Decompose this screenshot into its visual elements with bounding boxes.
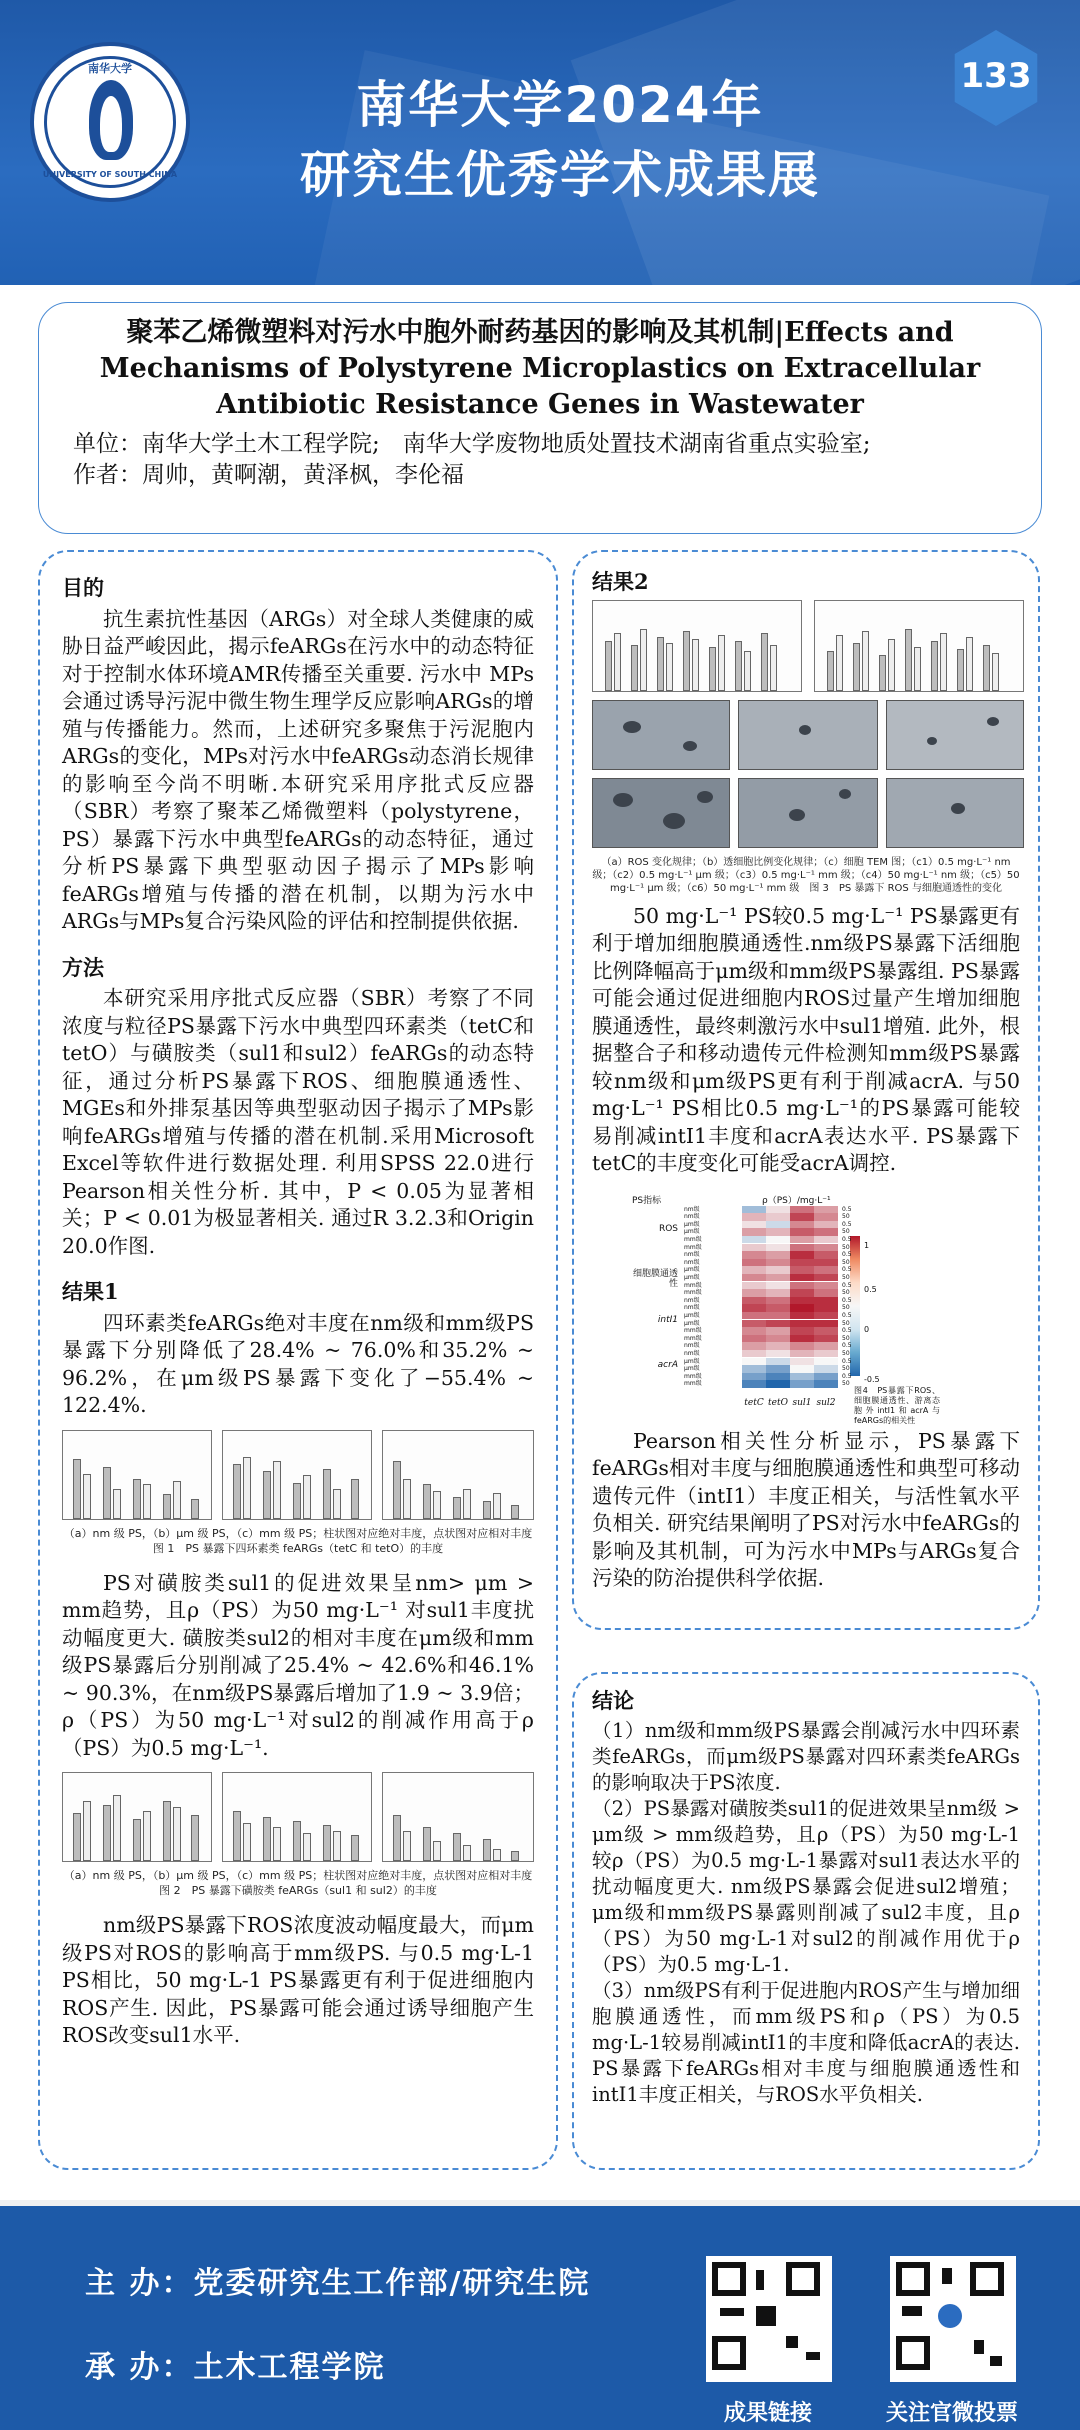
heatmap-cell — [742, 1312, 766, 1320]
heatmap-canvas — [632, 1186, 992, 1425]
heatmap-row-label: mm级 — [684, 1372, 702, 1380]
tem-image-c6 — [886, 778, 1024, 848]
heatmap-cell — [742, 1221, 766, 1229]
result2-text-1: 50 mg·L⁻¹ PS较0.5 mg·L⁻¹ PS暴露更有利于增加细胞膜通透性.nm级PS暴露下活细胞比例降幅高于μm级和mm级PS暴露组. PS暴露可能会通过促进细胞内ROS过量产生增加细胞膜通透性，最终刺激污水中sul1增殖. 此外，根据整合子和移动遗传元件检测知mm级PS暴露较nm级和μm级PS更有利于削减acrA. 与50 mg·L⁻¹ PS相比0.5 mg·L⁻¹的PS暴露可能较易削减intI1丰度和acrA表达水平. PS暴露下tetC的丰度变化可能受acrA调控. — [592, 903, 1020, 1175]
heatmap-cell — [814, 1251, 838, 1259]
heatmap-cell — [766, 1266, 790, 1274]
logo-text-cn: 南华大学 — [88, 62, 132, 75]
heatmap-cell — [766, 1251, 790, 1259]
heatmap-cell — [790, 1365, 814, 1373]
figure-1c-chart — [382, 1430, 534, 1520]
heatmap-col-label: tetO — [768, 1397, 788, 1408]
left-column-card — [38, 550, 558, 2170]
heatmap-cell — [766, 1221, 790, 1229]
figure-2a-chart — [62, 1772, 212, 1862]
heatmap-col-label: tetC — [744, 1397, 764, 1408]
heatmap-cell — [742, 1304, 766, 1312]
heatmap-cell — [814, 1380, 838, 1388]
heatmap-row-group-label: ROS — [658, 1223, 678, 1234]
heatmap-cell — [790, 1312, 814, 1320]
figure-3b-permeability-chart — [814, 600, 1024, 692]
heatmap-cell — [766, 1297, 790, 1305]
heatmap-conc-label: 50 — [842, 1380, 850, 1388]
heatmap-cell — [790, 1358, 814, 1366]
heatmap-row-label: mm级 — [684, 1327, 702, 1335]
heatmap-row-label: nm级 — [684, 1213, 700, 1221]
heatmap-conc-label: 50 — [842, 1304, 850, 1312]
figure-2 — [62, 1772, 534, 1864]
heatmap-cell — [814, 1358, 838, 1366]
heatmap-cell — [814, 1312, 838, 1320]
organizer-line: 承 办：土木工程学院 — [85, 2350, 386, 2385]
heatmap-conc-label: 0.5 — [842, 1220, 852, 1228]
heatmap-cell — [814, 1304, 838, 1312]
heatmap-cell — [814, 1350, 838, 1358]
heatmap-cell — [742, 1358, 766, 1366]
exhibition-title — [260, 70, 860, 210]
heatmap-row-label: μm级 — [684, 1220, 700, 1228]
heatmap-conc-label: 50 — [842, 1365, 850, 1373]
heatmap-cell — [766, 1259, 790, 1267]
tem-image-c5 — [738, 778, 878, 848]
heatmap-cell — [742, 1365, 766, 1373]
scale-max: 1 — [864, 1240, 870, 1250]
figure-2-caption: （a）nm 级 PS，（b）μm 级 PS，（c）mm 级 PS；柱状图对应绝对丰度，点状图对应相对丰度 图 2 PS 暴露下磺胺类 feARGs（sul1 和 sul2）的丰度 — [63, 1869, 544, 1897]
heatmap-cell — [790, 1206, 814, 1214]
heatmap-row-label: μm级 — [684, 1311, 700, 1319]
heatmap-cell — [742, 1213, 766, 1221]
heatmap-conc-label: 50 — [842, 1243, 850, 1251]
heatmap-cell — [766, 1289, 790, 1297]
heatmap-cell — [814, 1206, 838, 1214]
conclusion-item-2: （2）PS暴露对磺胺类sul1的促进效果呈nm级 > μm级 > mm级趋势，且ρ（PS）为50 mg·L-1较ρ（PS）为0.5 mg·L-1暴露对sul1表达水平的扰动幅度更大. nm级PS暴露会促进sul2增殖；μm级和mm级PS暴露则削减了sul2丰度，且ρ（PS）为50 mg·L-1对sul2的削减作用优于ρ（PS）为0.5 mg·L-1. — [592, 1797, 1020, 1976]
figure-3-caption: （a）ROS 变化规律；（b）透细胞比例变化规律；（c）细胞 TEM 图；（c1）0.5 mg·L⁻¹ nm 级；（c2）0.5 mg·L⁻¹ μm 级；（c3）0.5 mg·L⁻¹ mm 级；（c4）50 mg·L⁻¹ nm 级；（c5）50 mg·L⁻¹ μm 级；（c6）50 mg·L⁻¹ mm 级 图 3 PS 暴露下 ROS 与细胞通透性的变化 — [592, 856, 1020, 894]
heatmap-cell — [814, 1274, 838, 1282]
heatmap-cell — [814, 1266, 838, 1274]
qr-code-results-link[interactable] — [706, 2256, 832, 2382]
heatmap-cell — [814, 1320, 838, 1328]
paper-title: 聚苯乙烯微塑料对污水中胞外耐药基因的影响及其机制|Effects and Mechanisms of Polystyrene Microplastics on Extracellular Antibiotic Resistance Genes in Wastewater — [99, 317, 981, 420]
heatmap-cell — [766, 1358, 790, 1366]
heatmap-cell — [814, 1228, 838, 1236]
heatmap-cell — [814, 1342, 838, 1350]
heatmap-row-label: mm级 — [684, 1243, 702, 1251]
heatmap-cell — [814, 1236, 838, 1244]
result1-text-3: nm级PS暴露下ROS浓度波动幅度最大，而μm级PS对ROS的影响高于mm级PS. 与0.5 mg·L-1 PS相比，50 mg·L-1 PS暴露更有利于促进细胞内ROS产生. 因此，PS暴露可能会通过诱导细胞产生ROS改变sul1水平. — [62, 1913, 534, 2047]
university-logo — [30, 42, 190, 202]
heatmap-cell — [814, 1365, 838, 1373]
heatmap-row-label: nm级 — [684, 1251, 700, 1259]
heatmap-row-label: mm级 — [684, 1289, 702, 1297]
heatmap-cell — [790, 1266, 814, 1274]
scale-zero: 0 — [864, 1324, 870, 1334]
heatmap-row-group-label: 细胞膜通透性 — [632, 1269, 678, 1290]
heatmap-conc-label: 0.5 — [842, 1342, 852, 1350]
result1-text: 四环素类feARGs绝对丰度在nm级和mm级PS暴露下分别降低了28.4% ~ 76.0%和35.2% ~ 96.2%，在μm级PS暴露下变化了−55.4% ~ 122.4%. — [62, 1310, 534, 1417]
tem-image-c4 — [592, 778, 730, 848]
heatmap-cell — [742, 1236, 766, 1244]
logo-text-en: UNIVERSITY OF SOUTH CHINA — [42, 170, 178, 179]
heatmap-cell — [790, 1350, 814, 1358]
tem-image-c3 — [886, 700, 1024, 770]
result1-text-2: PS对磺胺类sul1的促进效果呈nm> μm > mm趋势，且ρ（PS）为50 mg·L⁻¹ 对sul1丰度扰动幅度更大. 磺胺类sul2的相对丰度在μm级和mm级PS暴露后分别削减了25.4% ~ 42.6%和46.1% ~ 90.3%，在nm级PS暴露后增加了1.9 ~ 3.9倍；ρ（PS）为50 mg·L⁻¹对sul2的削减作用高于ρ（PS）为0.5 mg·L⁻¹. — [62, 1570, 534, 1760]
heatmap-cell — [790, 1380, 814, 1388]
heatmap-row-group-label: intI1 — [657, 1314, 678, 1325]
heatmap-cell — [766, 1335, 790, 1343]
purpose-heading: 目的 — [62, 575, 104, 600]
figure-1a-chart — [62, 1430, 212, 1520]
heatmap-conc-label: 50 — [842, 1334, 850, 1342]
heatmap-cell — [742, 1244, 766, 1252]
heatmap-cell — [814, 1335, 838, 1343]
heatmap-cell — [790, 1335, 814, 1343]
heatmap-cell — [790, 1304, 814, 1312]
result2-heading: 结果2 — [592, 569, 649, 594]
heatmap-cell — [742, 1373, 766, 1381]
purpose-text: 抗生素抗性基因（ARGs）对全球人类健康的威胁日益严峻因此，揭示feARGs在污水中的动态特征对于控制水体环境AMR传播至关重要. 污水中 MPs会通过诱导污泥中微生物生理学反应影响ARGs的增殖与传播能力。然而，上述研究多聚焦于污泥胞内ARGs的变化，MPs对污水中feARGs动态消长规律的影响至今尚不明晰.本研究采用序批式反应器（SBR）考察了聚苯乙烯微塑料（polystyrene，PS）暴露下污水中典型feARGs的动态特征，通过分析PS暴露下典型驱动因子揭示了MPs影响feARGs增殖与传播的潜在机制，以期为污水中ARGs与MPs复合污染风险的评估和控制提供依据. — [62, 606, 534, 933]
heatmap-cell — [766, 1236, 790, 1244]
heatmap-cell — [790, 1297, 814, 1305]
heatmap-cell — [766, 1244, 790, 1252]
heatmap-cell — [742, 1206, 766, 1214]
method-text: 本研究采用序批式反应器（SBR）考察了不同浓度与粒径PS暴露下污水中典型四环素类（tetC和tetO）与磺胺类（sul1和sul2）feARGs的动态特征，通过分析PS暴露下ROS、细胞膜通透性、MGEs和外排泵基因等典型驱动因子揭示了MPs影响feARGs增殖与传播的潜在机制.采用Microsoft Excel等软件进行数据处理. 利用SPSS 22.0进行Pearson相关性分析. 其中，P < 0.05为显著相关；P < 0.01为极显著相关. 通过R 3.2.3和Origin 20.0作图. — [62, 986, 534, 1258]
heatmap-conc-label: 50 — [842, 1289, 850, 1297]
heatmap-cell — [790, 1289, 814, 1297]
host-line: 主 办：党委研究生工作部/研究生院 — [85, 2266, 591, 2301]
heatmap-conc-label: 0.5 — [842, 1281, 852, 1289]
heatmap-cell — [766, 1274, 790, 1282]
figure-2c-chart — [382, 1772, 534, 1862]
heatmap-cell — [742, 1342, 766, 1350]
exhibition-title-line2: 研究生优秀学术成果展 — [300, 146, 820, 204]
heatmap-cell — [790, 1320, 814, 1328]
heatmap-cell — [790, 1244, 814, 1252]
method-heading: 方法 — [62, 954, 104, 980]
heatmap-cell — [742, 1251, 766, 1259]
heatmap-cell — [766, 1373, 790, 1381]
tem-image-c1 — [592, 700, 730, 770]
heatmap-cell — [790, 1259, 814, 1267]
heatmap-row-label: nm级 — [684, 1258, 700, 1266]
heatmap-row-label: nm级 — [684, 1349, 700, 1357]
heatmap-cell — [814, 1213, 838, 1221]
figure-3 — [592, 600, 1020, 852]
heatmap-cell — [814, 1244, 838, 1252]
heatmap-conc-label: 50 — [842, 1319, 850, 1327]
heatmap-cell — [742, 1297, 766, 1305]
heatmap-cell — [766, 1350, 790, 1358]
heatmap-conc-label: 50 — [842, 1213, 850, 1221]
heatmap-cell — [766, 1312, 790, 1320]
heatmap-conc-label: 50 — [842, 1228, 850, 1236]
heatmap-row-label: mm级 — [684, 1235, 702, 1243]
figure-4-caption: 图4 PS暴露下ROS、细胞膜通透性、游离态胞外intI1和acrA与feARGs的相关性 — [854, 1385, 940, 1425]
heatmap-row-label: μm级 — [684, 1357, 700, 1365]
heatmap-row-label: nm级 — [684, 1205, 700, 1213]
heatmap-cell — [766, 1213, 790, 1221]
heatmap-cell — [742, 1274, 766, 1282]
qr-caption-wechat-vote: 关注官微投票 — [885, 2401, 1018, 2426]
heatmap-conc-label: 0.5 — [842, 1296, 852, 1304]
heatmap-row-label: μm级 — [684, 1273, 700, 1281]
heatmap-cell — [742, 1327, 766, 1335]
qr-caption-results-link: 成果链接 — [723, 2401, 812, 2426]
heatmap-cell — [790, 1228, 814, 1236]
heatmap-row-label: nm级 — [684, 1296, 700, 1304]
heatmap-cell — [790, 1274, 814, 1282]
heatmap-cell — [766, 1228, 790, 1236]
poster-header — [0, 0, 1080, 285]
scale-mid: 0.5 — [864, 1284, 877, 1294]
heatmap-conc-label: 0.5 — [842, 1205, 852, 1213]
heatmap-row-label: μm级 — [684, 1266, 700, 1274]
heatmap-cell — [742, 1228, 766, 1236]
heatmap-cell — [742, 1335, 766, 1343]
heatmap-cell — [814, 1289, 838, 1297]
heatmap-cell — [766, 1206, 790, 1214]
heatmap-row-label: nm级 — [684, 1304, 700, 1312]
heatmap-conc-label: 0.5 — [842, 1235, 852, 1243]
heatmap-cell — [742, 1282, 766, 1290]
heatmap-cell — [790, 1221, 814, 1229]
heatmap-cell — [766, 1365, 790, 1373]
poster-footer — [0, 2200, 1080, 2430]
heatmap-cell — [814, 1327, 838, 1335]
figure-1b-chart — [222, 1430, 372, 1520]
heatmap-cell — [790, 1236, 814, 1244]
heatmap-conc-label: 0.5 — [842, 1251, 852, 1259]
heatmap-cell — [766, 1342, 790, 1350]
figure-1-caption: （a）nm 级 PS，（b）μm 级 PS，（c）mm 级 PS；柱状图对应绝对丰度，点状图对应相对丰度 图 1 PS 暴露下四环素类 feARGs（tetC 和 tetO）的丰度 — [63, 1526, 544, 1555]
heatmap-cell — [766, 1380, 790, 1388]
heatmap-cell — [814, 1282, 838, 1290]
heatmap-row-label: nm级 — [684, 1342, 700, 1350]
heatmap-row-label: μm级 — [684, 1228, 700, 1236]
heatmap-col-label: sul1 — [792, 1397, 812, 1408]
heatmap-cell — [790, 1282, 814, 1290]
heatmap-row-label: mm级 — [684, 1380, 702, 1388]
heatmap-conc-label: 0.5 — [842, 1266, 852, 1274]
exhibition-title-line1: 南华大学2024年 — [356, 76, 764, 134]
heatmap-cell — [814, 1297, 838, 1305]
paper-title-box — [38, 302, 1042, 534]
conclusion-heading: 结论 — [592, 1688, 634, 1713]
heatmap-row-label: mm级 — [684, 1281, 702, 1289]
result2-card — [572, 550, 1040, 1630]
result1-heading: 结果1 — [62, 1279, 119, 1304]
paper-authors: 作者：周帅，黄啊潮，黄泽枫，李伦福 — [73, 462, 464, 488]
heatmap-conc-label: 0.5 — [842, 1311, 852, 1319]
heatmap-row-label: μm级 — [684, 1365, 700, 1373]
figure-4-heatmap — [592, 1186, 1020, 1425]
heatmap-cell — [790, 1327, 814, 1335]
heatmap-cell — [742, 1266, 766, 1274]
heatmap-cell — [814, 1221, 838, 1229]
heatmap-cell — [814, 1373, 838, 1381]
conclusion-card — [572, 1672, 1040, 2170]
conclusion-item-1: （1）nm级和mm级PS暴露会削减污水中四环素类feARGs，而μm级PS暴露对四环素类feARGs的影响取决于PS浓度. — [592, 1719, 1020, 1794]
heatmap-cell — [766, 1327, 790, 1335]
heatmap-conc-label: 0.5 — [842, 1327, 852, 1335]
heatmap-row-label: μm级 — [684, 1319, 700, 1327]
result2-text-2: Pearson相关性分析显示，PS暴露下feARGs相对丰度与细胞膜通透性和典型可移动遗传元件（intI1）丰度正相关，与活性氧水平负相关. 研究结果阐明了PS对污水中feARGs的影响及其机制，可为污水中MPs与ARGs复合污染的防治提供科学依据. — [592, 1428, 1020, 1590]
heatmap-title: PS指标 — [632, 1195, 662, 1206]
heatmap-row-group-label: acrA — [657, 1360, 678, 1371]
heatmap-cell — [742, 1320, 766, 1328]
heatmap-cell — [766, 1320, 790, 1328]
heatmap-cell — [766, 1304, 790, 1312]
heatmap-cell — [766, 1282, 790, 1290]
heatmap-unit-label: ρ（PS）/mg·L⁻¹ — [762, 1195, 831, 1206]
tem-image-c2 — [738, 700, 878, 770]
scale-min: -0.5 — [864, 1374, 880, 1384]
qr-code-wechat-vote[interactable] — [890, 2256, 1016, 2382]
heatmap-conc-label: 50 — [842, 1273, 850, 1281]
heatmap-cell — [790, 1251, 814, 1259]
heatmap-cell — [742, 1350, 766, 1358]
heatmap-conc-label: 50 — [842, 1258, 850, 1266]
figure-1 — [62, 1430, 534, 1522]
heatmap-conc-label: 0.5 — [842, 1357, 852, 1365]
figure-3a-ros-chart — [592, 600, 802, 692]
heatmap-cell — [790, 1342, 814, 1350]
conclusion-item-3: （3）nm级PS有利于促进胞内ROS产生与增加细胞膜通透性，而mm级PS和ρ（PS）为0.5 mg·L-1较易削减intI1的丰度和降低acrA的表达. PS暴露下feARGs相对丰度与细胞膜通透性和intI1丰度正相关，与ROS水平负相关. — [592, 1979, 1020, 2106]
heatmap-cell — [742, 1289, 766, 1297]
heatmap-cell — [790, 1373, 814, 1381]
poster-number-badge — [948, 30, 1044, 126]
heatmap-col-label: sul2 — [816, 1397, 836, 1408]
heatmap-cell — [814, 1259, 838, 1267]
heatmap-conc-label: 0.5 — [842, 1372, 852, 1380]
heatmap-cell — [790, 1213, 814, 1221]
paper-affiliation: 单位：南华大学土木工程学院; 南华大学废物地质处置技术湖南省重点实验室; — [73, 431, 871, 457]
figure-2b-chart — [222, 1772, 372, 1862]
heatmap-conc-label: 50 — [842, 1349, 850, 1357]
heatmap-row-label: mm级 — [684, 1334, 702, 1342]
heatmap-cell — [742, 1259, 766, 1267]
heatmap-cell — [742, 1380, 766, 1388]
poster-number: 133 — [960, 56, 1032, 96]
